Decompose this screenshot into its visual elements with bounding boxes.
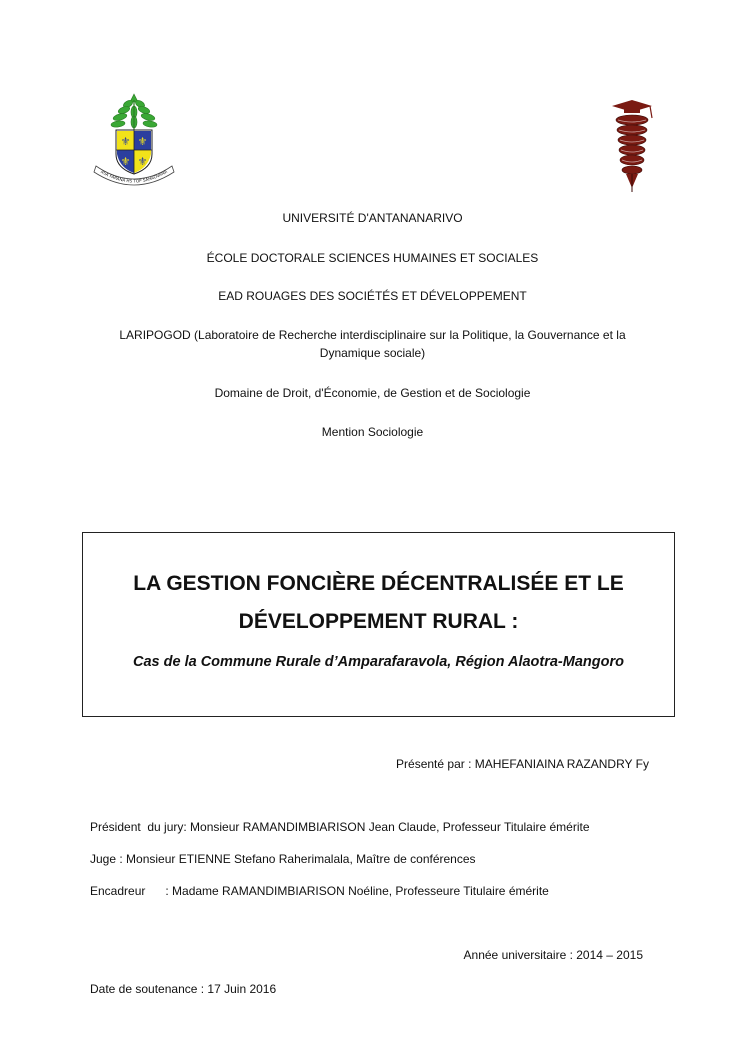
presented-by: Présenté par : MAHEFANIAINA RAZANDRY Fy bbox=[396, 757, 649, 771]
thesis-subtitle: Cas de la Commune Rurale d’Amparafaravola, Région Alaotra-Mangoro bbox=[133, 654, 624, 670]
laboratory-line-2: Dynamique sociale) bbox=[319, 346, 426, 360]
crest-motto: ASA FARANA HS TOP SAHAOVANA bbox=[100, 168, 168, 184]
mention-name: Mention Sociologie bbox=[321, 425, 424, 439]
academic-year: Année universitaire : 2014 – 2015 bbox=[463, 948, 643, 962]
svg-text:⚜: ⚜ bbox=[120, 155, 131, 168]
university-name: UNIVERSITÉ D'ANTANANARIVO bbox=[282, 211, 463, 225]
thesis-title bbox=[83, 565, 674, 641]
domain-name: Domaine de Droit, d'Économie, de Gestion et de Sociologie bbox=[214, 386, 531, 400]
svg-text:⚜: ⚜ bbox=[137, 155, 148, 168]
jury-juge: Juge : Monsieur ETIENNE Stefano Raherimalala, Maître de conférences bbox=[90, 852, 476, 866]
svg-text:⚜: ⚜ bbox=[137, 135, 148, 148]
jury-encadreur: Encadreur : Madame RAMANDIMBIARISON Noéline, Professeure Titulaire émérite bbox=[90, 884, 549, 898]
university-crest-icon bbox=[88, 92, 180, 192]
thesis-title-line-2: DÉVELOPPEMENT RURAL : bbox=[238, 610, 519, 633]
svg-text:⚜: ⚜ bbox=[120, 135, 131, 148]
doctoral-school: ÉCOLE DOCTORALE SCIENCES HUMAINES ET SOCIALES bbox=[206, 251, 539, 265]
school-emblem-icon bbox=[598, 98, 662, 194]
defense-date: Date de soutenance : 17 Juin 2016 bbox=[90, 982, 277, 996]
ead-name: EAD ROUAGES DES SOCIÉTÉS ET DÉVELOPPEMENT bbox=[218, 289, 527, 303]
laboratory-name bbox=[90, 326, 655, 362]
thesis-title-line-1: LA GESTION FONCIÈRE DÉCENTRALISÉE ET LE bbox=[133, 572, 624, 595]
title-box bbox=[82, 532, 675, 717]
laboratory-line-1: LARIPOGOD (Laboratoire de Recherche interdisciplinaire sur la Politique, la Gouvernance et la bbox=[119, 328, 626, 342]
jury-president: Président du jury: Monsieur RAMANDIMBIARISON Jean Claude, Professeur Titulaire émérite bbox=[90, 820, 590, 834]
